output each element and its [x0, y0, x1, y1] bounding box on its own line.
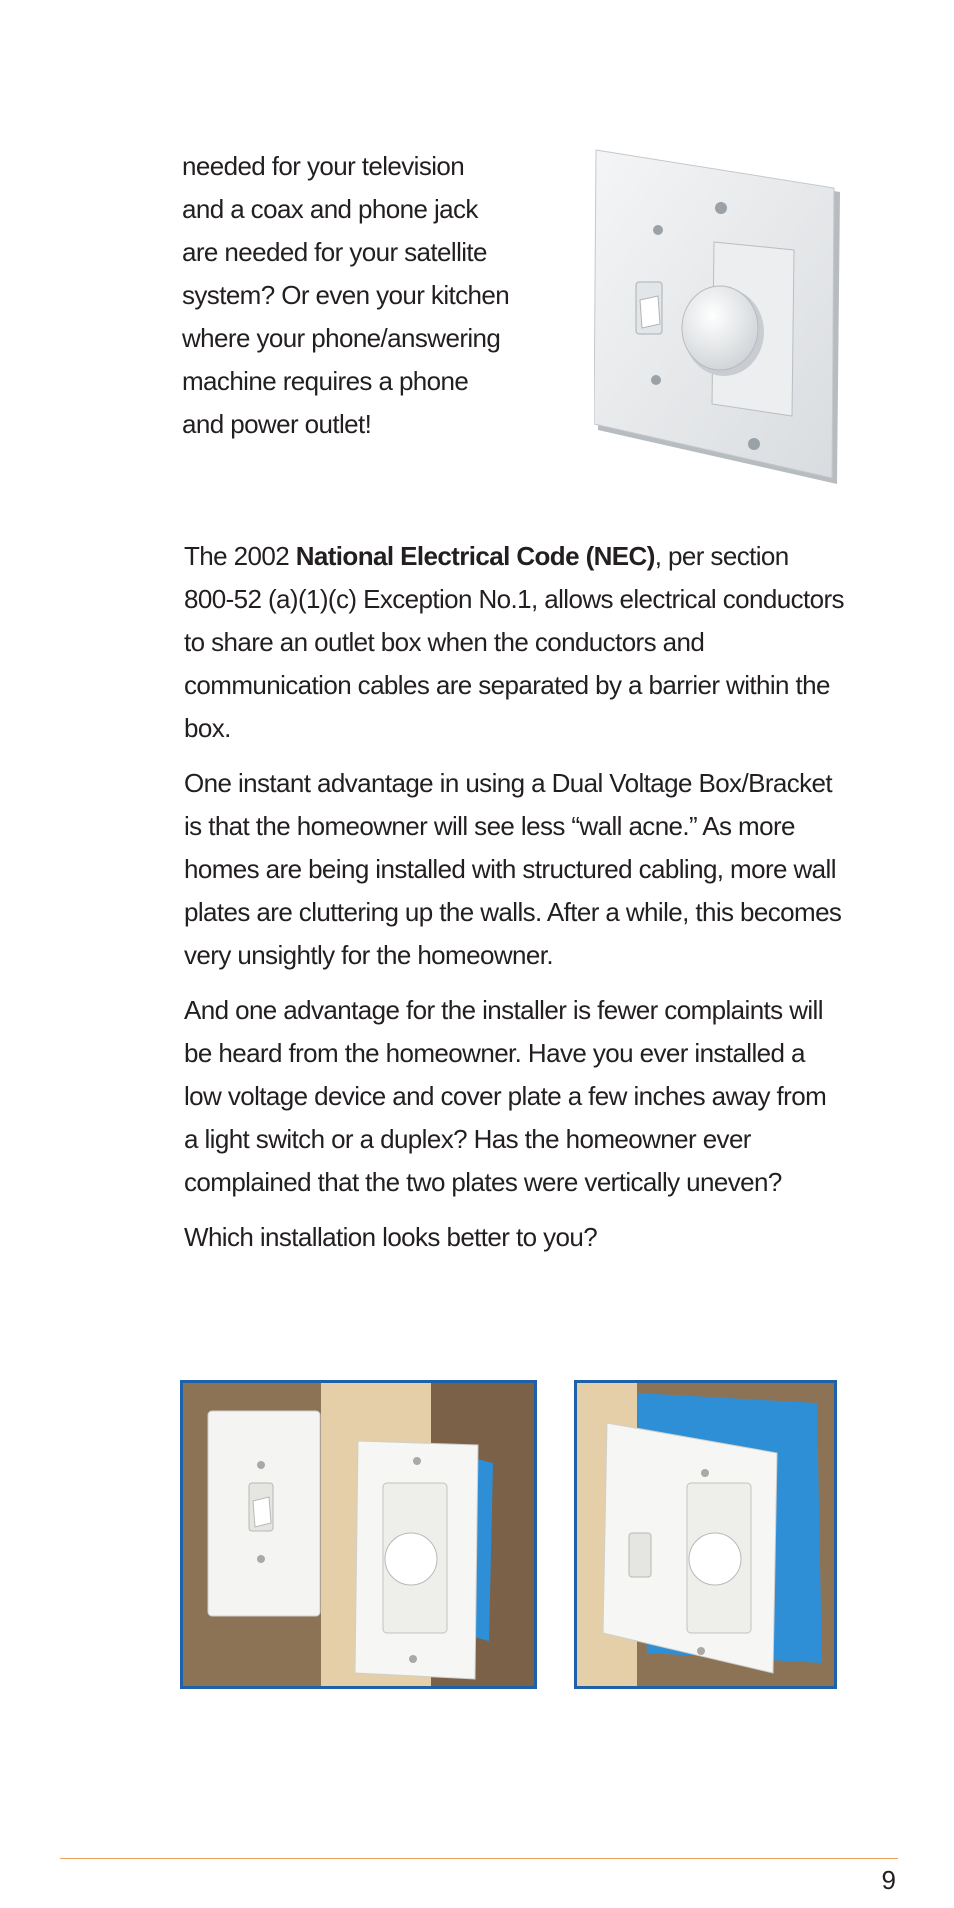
nec-code-name: National Electrical Code (NEC)	[295, 541, 655, 571]
intro-text	[182, 145, 572, 446]
dual-voltage-box-photo	[574, 1380, 837, 1689]
dual-wall-plate-image	[594, 148, 849, 486]
installer-advantage-paragraph: And one advantage for the installer is fewer complaints will be heard from the homeowner. Have you ever installed a low voltage device and cover plate a few inches away from a light switch or a duplex? Has the homeowner ever complained that the two plates were vertically uneven?	[184, 995, 827, 1197]
intro-line: where your phone/answering	[182, 323, 501, 353]
intro-line: system? Or even your kitchen	[182, 280, 510, 310]
footer-rule	[60, 1858, 898, 1859]
intro-line: machine requires a phone	[182, 366, 469, 396]
homeowner-advantage-paragraph: One instant advantage in using a Dual Voltage Box/Bracket is that the homeowner will see less “wall acne.” As more homes are being installed with structured cabling, more wall plates are cluttering up the walls. After a while, this becomes very unsightly for the homeowner.	[184, 768, 842, 970]
nec-prefix: The 2002	[184, 541, 296, 571]
intro-line: are needed for your satellite	[182, 237, 487, 267]
body-text	[184, 535, 844, 1271]
intro-line: and power outlet!	[182, 409, 372, 439]
nec-paragraph	[184, 535, 844, 750]
intro-line: and a coax and phone jack	[182, 194, 478, 224]
nec-suffix: , per section 800-52 (a)(1)(c) Exception No.1, allows electrical conductors to share an outlet box when the conductors and communication cables are separated by a barrier within the box.	[184, 541, 844, 743]
page-number: 9	[881, 1865, 896, 1895]
separate-plates-photo	[180, 1380, 537, 1689]
intro-line: needed for your television	[182, 151, 465, 181]
question-paragraph: Which installation looks better to you?	[184, 1222, 598, 1252]
